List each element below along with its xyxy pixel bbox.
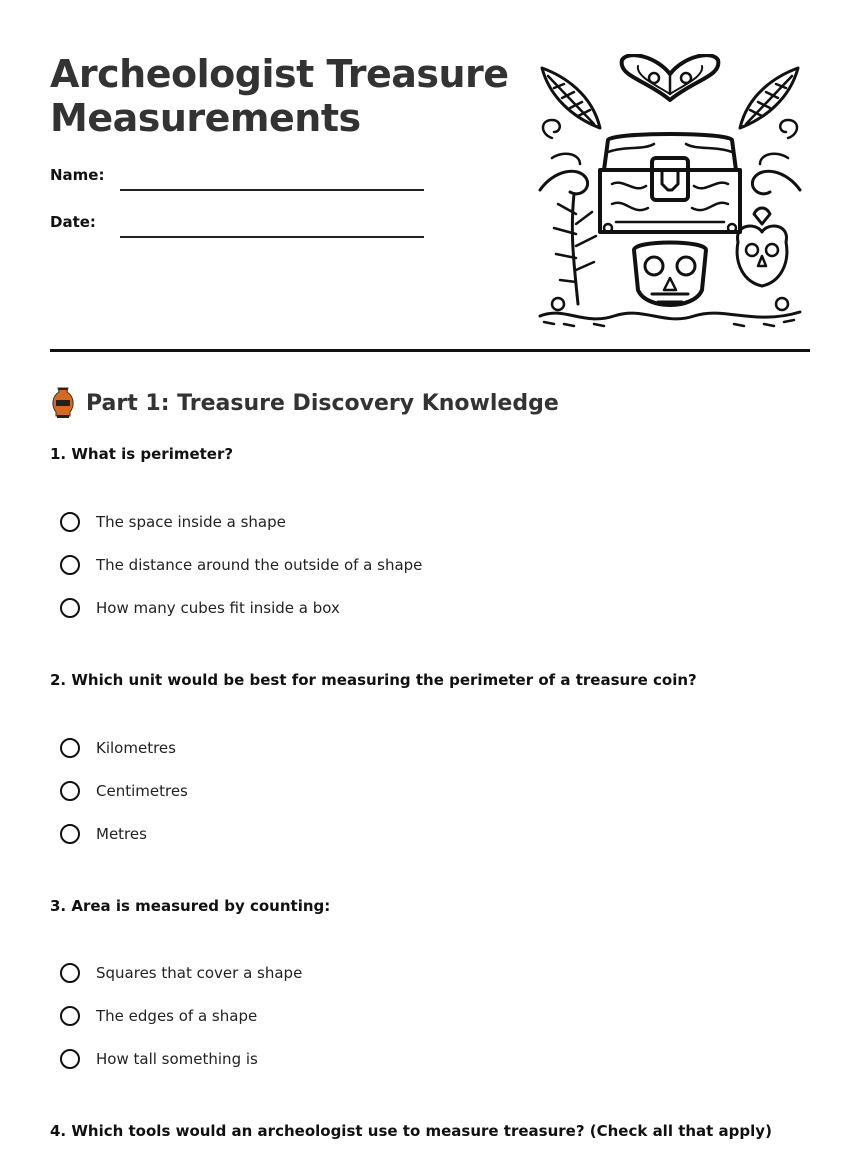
answer-option[interactable] [60, 1037, 302, 1080]
treasure-chest-illustration [534, 54, 806, 328]
worksheet-page [50, 0, 810, 1140]
answer-option[interactable] [60, 500, 422, 543]
radio-button[interactable] [60, 512, 80, 532]
answer-option[interactable] [60, 812, 188, 855]
radio-button[interactable] [60, 781, 80, 801]
radio-button[interactable] [60, 824, 80, 844]
section-title-text: Part 1: Treasure Discovery Knowledge [86, 390, 559, 416]
question-3 [50, 896, 810, 1068]
radio-button[interactable] [60, 598, 80, 618]
answer-option[interactable] [60, 543, 422, 586]
radio-button[interactable] [60, 1049, 80, 1069]
radio-button[interactable] [60, 963, 80, 983]
name-input[interactable] [120, 187, 424, 191]
radio-button[interactable] [60, 738, 80, 758]
option-label: Kilometres [96, 738, 176, 757]
title-line-1: Archeologist Treasure [50, 52, 509, 96]
name-label: Name: [50, 166, 105, 184]
question-text: 2. Which unit would be best for measuring the perimeter of a treasure coin? [50, 671, 697, 689]
answer-option[interactable] [60, 586, 422, 629]
title-line-2: Measurements [50, 96, 361, 140]
option-label: How many cubes fit inside a box [96, 598, 340, 617]
date-label: Date: [50, 213, 96, 231]
answer-option[interactable] [60, 769, 188, 812]
answer-options [60, 726, 188, 855]
worksheet-title [50, 52, 520, 140]
answer-option[interactable] [60, 951, 302, 994]
answer-option[interactable] [60, 726, 188, 769]
worksheet-header [50, 0, 810, 352]
answer-options [60, 951, 302, 1080]
answer-options [60, 500, 422, 629]
header-divider [50, 349, 810, 352]
radio-button[interactable] [60, 555, 80, 575]
answer-option[interactable] [60, 994, 302, 1037]
date-input[interactable] [120, 234, 424, 238]
amphora-vase-icon [50, 386, 76, 420]
name-field [50, 164, 420, 190]
option-label: Squares that cover a shape [96, 963, 303, 982]
question-text: 3. Area is measured by counting: [50, 897, 331, 915]
option-label: The space inside a shape [96, 512, 286, 531]
question-1 [50, 444, 810, 617]
question-text: 1. What is perimeter? [50, 445, 234, 463]
option-label: Metres [96, 824, 147, 843]
section-title [50, 386, 559, 420]
option-label: How tall something is [96, 1049, 258, 1068]
question-4 [50, 1121, 810, 1141]
radio-button[interactable] [60, 1006, 80, 1026]
question-2 [50, 670, 810, 843]
question-text: 4. Which tools would an archeologist use to measure treasure? (Check all that apply) [50, 1122, 772, 1140]
option-label: The distance around the outside of a shape [96, 555, 423, 574]
option-label: The edges of a shape [96, 1006, 258, 1025]
date-field [50, 211, 420, 237]
option-label: Centimetres [96, 781, 188, 800]
